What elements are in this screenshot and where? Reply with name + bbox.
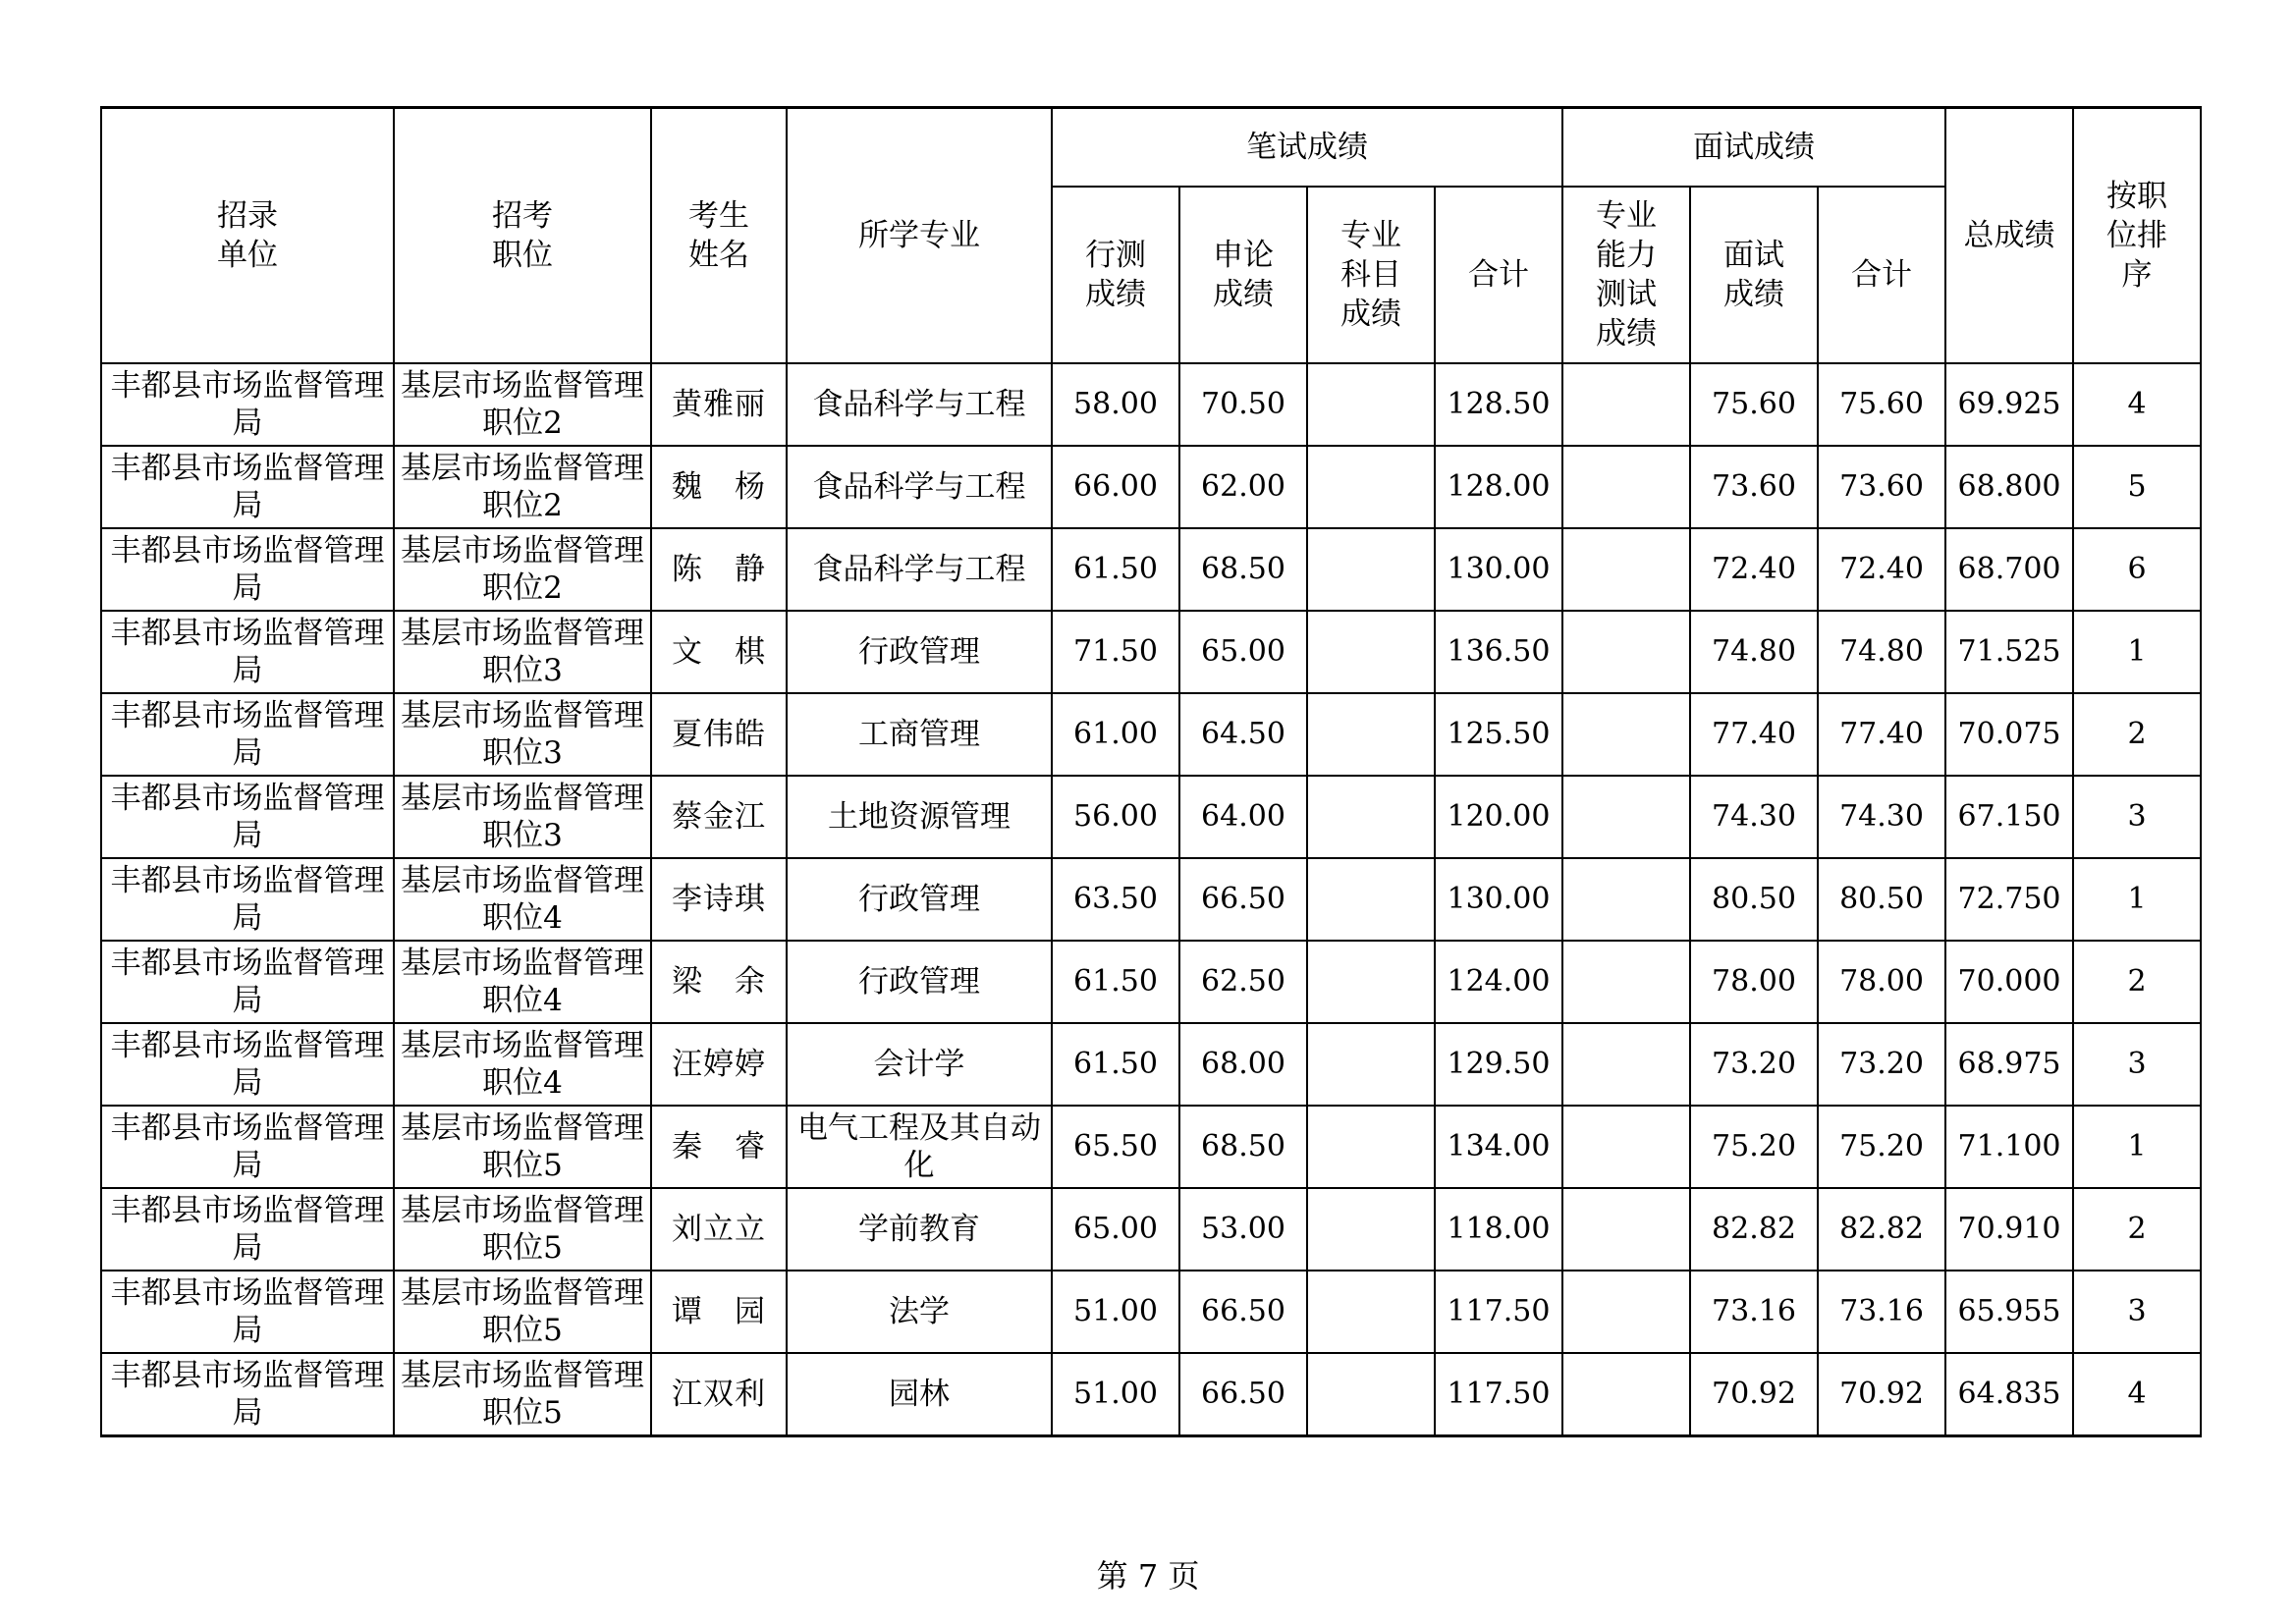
- col-header-xingce: 行测 成绩: [1052, 187, 1179, 363]
- cell-special: [1307, 1106, 1435, 1188]
- cell-interview-sum: 70.92: [1818, 1353, 1945, 1436]
- cell-major: 电气工程及其自动化: [787, 1106, 1052, 1188]
- cell-name: 江双利: [651, 1353, 787, 1436]
- cell-interview: 77.40: [1690, 693, 1818, 776]
- cell-major: 食品科学与工程: [787, 363, 1052, 446]
- cell-position: 基层市场监督管理职位2: [394, 363, 651, 446]
- cell-unit: 丰都县市场监督管理局: [101, 1271, 394, 1353]
- cell-rank: 1: [2073, 1106, 2201, 1188]
- cell-shenlun: 62.00: [1179, 446, 1307, 528]
- cell-interview-sum: 72.40: [1818, 528, 1945, 611]
- cell-position: 基层市场监督管理职位5: [394, 1271, 651, 1353]
- cell-unit: 丰都县市场监督管理局: [101, 693, 394, 776]
- cell-rank: 6: [2073, 528, 2201, 611]
- cell-interview-sum: 77.40: [1818, 693, 1945, 776]
- cell-special: [1307, 1271, 1435, 1353]
- col-header-written-sum: 合计: [1435, 187, 1562, 363]
- cell-position: 基层市场监督管理职位5: [394, 1353, 651, 1436]
- cell-xingce: 65.00: [1052, 1188, 1179, 1271]
- cell-name: 刘立立: [651, 1188, 787, 1271]
- cell-total: 70.000: [1945, 941, 2073, 1023]
- cell-written-sum: 136.50: [1435, 611, 1562, 693]
- table-row: [101, 528, 2201, 611]
- cell-interview: 74.30: [1690, 776, 1818, 858]
- cell-written-sum: 118.00: [1435, 1188, 1562, 1271]
- cell-ability: [1562, 693, 1690, 776]
- cell-position: 基层市场监督管理职位3: [394, 611, 651, 693]
- cell-interview: 80.50: [1690, 858, 1818, 941]
- cell-major: 食品科学与工程: [787, 446, 1052, 528]
- cell-interview: 73.20: [1690, 1023, 1818, 1106]
- table-row: [101, 941, 2201, 1023]
- col-header-interview-group: 面试成绩: [1562, 108, 1945, 188]
- cell-total: 65.955: [1945, 1271, 2073, 1353]
- col-header-ability: 专业 能力 测试 成绩: [1562, 187, 1690, 363]
- cell-unit: 丰都县市场监督管理局: [101, 446, 394, 528]
- cell-rank: 1: [2073, 611, 2201, 693]
- cell-interview-sum: 80.50: [1818, 858, 1945, 941]
- cell-interview: 75.60: [1690, 363, 1818, 446]
- cell-xingce: 63.50: [1052, 858, 1179, 941]
- cell-interview: 73.16: [1690, 1271, 1818, 1353]
- cell-major: 行政管理: [787, 858, 1052, 941]
- cell-interview-sum: 74.30: [1818, 776, 1945, 858]
- cell-total: 68.975: [1945, 1023, 2073, 1106]
- cell-major: 工商管理: [787, 693, 1052, 776]
- cell-total: 71.100: [1945, 1106, 2073, 1188]
- cell-interview-sum: 74.80: [1818, 611, 1945, 693]
- cell-position: 基层市场监督管理职位4: [394, 941, 651, 1023]
- cell-shenlun: 62.50: [1179, 941, 1307, 1023]
- cell-total: 68.700: [1945, 528, 2073, 611]
- col-header-interview-sum: 合计: [1818, 187, 1945, 363]
- table-body: [101, 363, 2201, 1436]
- cell-shenlun: 68.50: [1179, 1106, 1307, 1188]
- cell-interview-sum: 73.60: [1818, 446, 1945, 528]
- cell-written-sum: 134.00: [1435, 1106, 1562, 1188]
- cell-total: 71.525: [1945, 611, 2073, 693]
- cell-major: 行政管理: [787, 611, 1052, 693]
- cell-interview: 70.92: [1690, 1353, 1818, 1436]
- cell-shenlun: 66.50: [1179, 1271, 1307, 1353]
- cell-name: 李诗琪: [651, 858, 787, 941]
- cell-special: [1307, 528, 1435, 611]
- cell-written-sum: 125.50: [1435, 693, 1562, 776]
- cell-xingce: 61.50: [1052, 528, 1179, 611]
- cell-special: [1307, 363, 1435, 446]
- cell-interview-sum: 75.60: [1818, 363, 1945, 446]
- cell-ability: [1562, 941, 1690, 1023]
- cell-xingce: 58.00: [1052, 363, 1179, 446]
- cell-special: [1307, 776, 1435, 858]
- col-header-rank: 按职 位排 序: [2073, 108, 2201, 364]
- cell-rank: 2: [2073, 1188, 2201, 1271]
- cell-total: 68.800: [1945, 446, 2073, 528]
- cell-position: 基层市场监督管理职位2: [394, 528, 651, 611]
- cell-unit: 丰都县市场监督管理局: [101, 363, 394, 446]
- cell-total: 69.925: [1945, 363, 2073, 446]
- cell-xingce: 56.00: [1052, 776, 1179, 858]
- cell-unit: 丰都县市场监督管理局: [101, 858, 394, 941]
- cell-major: 行政管理: [787, 941, 1052, 1023]
- cell-written-sum: 130.00: [1435, 528, 1562, 611]
- cell-rank: 4: [2073, 363, 2201, 446]
- cell-rank: 3: [2073, 776, 2201, 858]
- cell-major: 土地资源管理: [787, 776, 1052, 858]
- cell-xingce: 51.00: [1052, 1271, 1179, 1353]
- cell-name: 秦 睿: [651, 1106, 787, 1188]
- cell-total: 70.910: [1945, 1188, 2073, 1271]
- score-table: [100, 106, 2202, 1437]
- cell-name: 谭 园: [651, 1271, 787, 1353]
- table-row: [101, 1271, 2201, 1353]
- table-row: [101, 446, 2201, 528]
- cell-name: 夏伟皓: [651, 693, 787, 776]
- cell-position: 基层市场监督管理职位5: [394, 1106, 651, 1188]
- cell-unit: 丰都县市场监督管理局: [101, 611, 394, 693]
- cell-name: 梁 余: [651, 941, 787, 1023]
- cell-total: 70.075: [1945, 693, 2073, 776]
- cell-ability: [1562, 858, 1690, 941]
- cell-written-sum: 117.50: [1435, 1271, 1562, 1353]
- cell-written-sum: 128.50: [1435, 363, 1562, 446]
- cell-rank: 4: [2073, 1353, 2201, 1436]
- col-header-special: 专业 科目 成绩: [1307, 187, 1435, 363]
- cell-shenlun: 53.00: [1179, 1188, 1307, 1271]
- cell-xingce: 71.50: [1052, 611, 1179, 693]
- cell-written-sum: 128.00: [1435, 446, 1562, 528]
- cell-name: 文 棋: [651, 611, 787, 693]
- cell-ability: [1562, 611, 1690, 693]
- cell-interview: 74.80: [1690, 611, 1818, 693]
- cell-total: 72.750: [1945, 858, 2073, 941]
- cell-special: [1307, 446, 1435, 528]
- cell-ability: [1562, 1188, 1690, 1271]
- cell-interview: 75.20: [1690, 1106, 1818, 1188]
- cell-position: 基层市场监督管理职位5: [394, 1188, 651, 1271]
- cell-shenlun: 70.50: [1179, 363, 1307, 446]
- cell-rank: 2: [2073, 941, 2201, 1023]
- cell-position: 基层市场监督管理职位2: [394, 446, 651, 528]
- table-row: [101, 1023, 2201, 1106]
- cell-shenlun: 65.00: [1179, 611, 1307, 693]
- table-row: [101, 1188, 2201, 1271]
- cell-special: [1307, 858, 1435, 941]
- cell-xingce: 61.00: [1052, 693, 1179, 776]
- cell-shenlun: 66.50: [1179, 1353, 1307, 1436]
- cell-xingce: 61.50: [1052, 1023, 1179, 1106]
- cell-ability: [1562, 363, 1690, 446]
- cell-rank: 3: [2073, 1023, 2201, 1106]
- cell-total: 64.835: [1945, 1353, 2073, 1436]
- cell-unit: 丰都县市场监督管理局: [101, 1023, 394, 1106]
- cell-xingce: 65.50: [1052, 1106, 1179, 1188]
- table-row: [101, 858, 2201, 941]
- col-header-shenlun: 申论 成绩: [1179, 187, 1307, 363]
- cell-interview-sum: 73.16: [1818, 1271, 1945, 1353]
- cell-name: 魏 杨: [651, 446, 787, 528]
- cell-major: 会计学: [787, 1023, 1052, 1106]
- cell-major: 园林: [787, 1353, 1052, 1436]
- cell-ability: [1562, 776, 1690, 858]
- page-number: 第 7 页: [1096, 1557, 1200, 1595]
- cell-rank: 3: [2073, 1271, 2201, 1353]
- col-header-unit: 招录 单位: [101, 108, 394, 364]
- cell-special: [1307, 1023, 1435, 1106]
- cell-ability: [1562, 1023, 1690, 1106]
- cell-interview: 73.60: [1690, 446, 1818, 528]
- cell-xingce: 66.00: [1052, 446, 1179, 528]
- cell-unit: 丰都县市场监督管理局: [101, 941, 394, 1023]
- cell-unit: 丰都县市场监督管理局: [101, 1353, 394, 1436]
- cell-special: [1307, 1353, 1435, 1436]
- cell-ability: [1562, 1353, 1690, 1436]
- cell-xingce: 51.00: [1052, 1353, 1179, 1436]
- cell-position: 基层市场监督管理职位3: [394, 693, 651, 776]
- cell-ability: [1562, 1106, 1690, 1188]
- table-row: [101, 1353, 2201, 1436]
- cell-written-sum: 117.50: [1435, 1353, 1562, 1436]
- cell-interview: 78.00: [1690, 941, 1818, 1023]
- col-header-name: 考生 姓名: [651, 108, 787, 364]
- cell-ability: [1562, 528, 1690, 611]
- cell-rank: 5: [2073, 446, 2201, 528]
- table-row: [101, 693, 2201, 776]
- col-header-total: 总成绩: [1945, 108, 2073, 364]
- cell-xingce: 61.50: [1052, 941, 1179, 1023]
- table-row: [101, 611, 2201, 693]
- cell-major: 学前教育: [787, 1188, 1052, 1271]
- cell-position: 基层市场监督管理职位4: [394, 858, 651, 941]
- cell-special: [1307, 611, 1435, 693]
- col-header-interview: 面试 成绩: [1690, 187, 1818, 363]
- col-header-position: 招考 职位: [394, 108, 651, 364]
- cell-name: 汪婷婷: [651, 1023, 787, 1106]
- cell-name: 蔡金江: [651, 776, 787, 858]
- cell-written-sum: 124.00: [1435, 941, 1562, 1023]
- cell-ability: [1562, 446, 1690, 528]
- cell-unit: 丰都县市场监督管理局: [101, 528, 394, 611]
- cell-major: 法学: [787, 1271, 1052, 1353]
- cell-name: 陈 静: [651, 528, 787, 611]
- cell-shenlun: 68.00: [1179, 1023, 1307, 1106]
- col-header-written-group: 笔试成绩: [1052, 108, 1562, 188]
- cell-shenlun: 64.00: [1179, 776, 1307, 858]
- cell-written-sum: 120.00: [1435, 776, 1562, 858]
- cell-position: 基层市场监督管理职位3: [394, 776, 651, 858]
- cell-written-sum: 129.50: [1435, 1023, 1562, 1106]
- cell-major: 食品科学与工程: [787, 528, 1052, 611]
- header-row-top: [101, 108, 2201, 188]
- table-row: [101, 1106, 2201, 1188]
- col-header-major: 所学专业: [787, 108, 1052, 364]
- cell-unit: 丰都县市场监督管理局: [101, 776, 394, 858]
- cell-written-sum: 130.00: [1435, 858, 1562, 941]
- cell-shenlun: 66.50: [1179, 858, 1307, 941]
- cell-ability: [1562, 1271, 1690, 1353]
- cell-special: [1307, 941, 1435, 1023]
- cell-position: 基层市场监督管理职位4: [394, 1023, 651, 1106]
- cell-interview-sum: 82.82: [1818, 1188, 1945, 1271]
- cell-interview-sum: 73.20: [1818, 1023, 1945, 1106]
- cell-interview-sum: 78.00: [1818, 941, 1945, 1023]
- cell-shenlun: 64.50: [1179, 693, 1307, 776]
- cell-name: 黄雅丽: [651, 363, 787, 446]
- cell-shenlun: 68.50: [1179, 528, 1307, 611]
- cell-special: [1307, 693, 1435, 776]
- table-row: [101, 776, 2201, 858]
- table-row: [101, 363, 2201, 446]
- cell-interview-sum: 75.20: [1818, 1106, 1945, 1188]
- cell-rank: 2: [2073, 693, 2201, 776]
- cell-unit: 丰都县市场监督管理局: [101, 1106, 394, 1188]
- cell-interview: 72.40: [1690, 528, 1818, 611]
- cell-total: 67.150: [1945, 776, 2073, 858]
- cell-unit: 丰都县市场监督管理局: [101, 1188, 394, 1271]
- cell-interview: 82.82: [1690, 1188, 1818, 1271]
- cell-special: [1307, 1188, 1435, 1271]
- cell-rank: 1: [2073, 858, 2201, 941]
